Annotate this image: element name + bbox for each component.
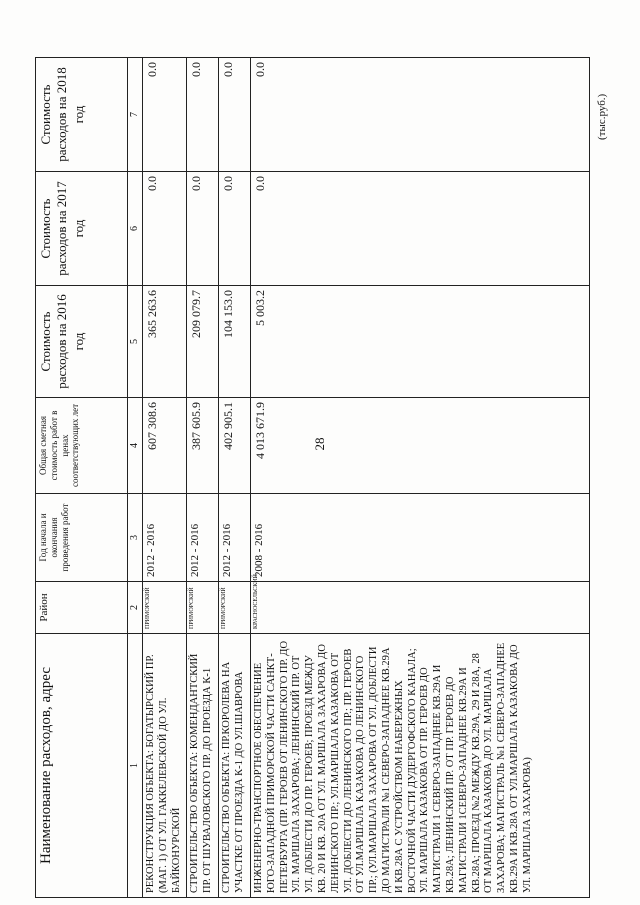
row-cost-2017: 0.0	[187, 172, 219, 286]
column-number: 2	[128, 582, 143, 634]
row-cost-2016: 104 153.0	[219, 286, 251, 398]
row-estimate: 607 308.6	[143, 398, 187, 494]
header-cost-2017: Стоимость расходов на 2017 год	[36, 172, 128, 286]
row-estimate: 387 605.9	[187, 398, 219, 494]
header-estimate: Общая сметная стоимость работ в ценах соответствующих лет	[36, 398, 128, 494]
column-number-row	[128, 58, 143, 898]
column-number: 3	[128, 494, 143, 582]
header-row	[36, 58, 128, 898]
row-estimate: 402 905.1	[219, 398, 251, 494]
header-name: Наименование расходов, адрес	[36, 634, 128, 898]
page-number: 28	[312, 437, 327, 451]
row-years: 2012 - 2016	[219, 494, 251, 582]
row-estimate: 4 013 671.9	[251, 398, 590, 494]
column-number: 4	[128, 398, 143, 494]
header-years: Год начала и окончания проведения работ	[36, 494, 128, 582]
row-name: СТРОИТЕЛЬСТВО ОБЪЕКТА: ПР.КОРОЛЕВА НА УЧАСТКЕ ОТ ПРОЕЗДА К-1 ДО УЛ.ШАВРОВА	[219, 634, 251, 898]
header-cost-2016: Стоимость расходов на 2016 год	[36, 286, 128, 398]
row-cost-2018: 0.0	[143, 58, 187, 172]
row-cost-2017: 0.0	[219, 172, 251, 286]
table-row	[219, 58, 251, 898]
row-years: 2012 - 2016	[187, 494, 219, 582]
row-name: ИНЖЕНЕРНО-ТРАНСПОРТНОЕ ОБЕСПЕЧЕНИЕ ЮГО-ЗАПАДНОЙ ПРИМОРСКОЙ ЧАСТИ САНКТ-ПЕТЕРБУРГА (ПР. ГЕРОЕВ ОТ ЛЕНИНСКОГО ПР. ДО УЛ. МАРШАЛА ЗАХАРОВА; ЛЕНИНСКИЙ ПР. ОТ УЛ. ДОБЛЕСТИ ДО ПР. ГЕРОЕВ; ПРОЕЗД МЕЖДУ КВ. 20 И КВ. 20А ОТ УЛ. МАРШАЛА ЗАХАРОВА ДО ЛЕНИНСКОГО ПР.; УЛ.МАРШАЛА КАЗАКОВА ОТ УЛ. ДОБЛЕСТИ ДО ЛЕНИНСКОГО ПР.; ПР. ГЕРОЕВ ОТ УЛ.МАРШАЛА КАЗАКОВА ДО ЛЕНИНСКОГО ПР.; (УЛ.МАРШАЛА ЗАХАРОВА ОТ УЛ. ДОБЛЕСТИ ДО МАГИСТРАЛИ №1 СЕВЕРО-ЗАПАДНЕЕ КВ.29А И КВ.28А С УСТРОЙСТВОМ НАБЕРЕЖНЫХ ВОСТОЧНОЙ ЧАСТИ ДУДЕРГОФСКОГО КАНАЛА; УЛ. МАРШАЛА КАЗАКОВА ОТ ПР. ГЕРОЕВ ДО МАГИСТРАЛИ 1 СЕВЕРО-ЗАПАДНЕЕ КВ.29А И КВ.28А; ЛЕНИНСКИЙ ПР. ОТ ПР. ГЕРОЕВ ДО МАГИСТРАЛИ 1СЕВЕРО-ЗАПАДНЕЕ КВ.29А И КВ.28А; ПРОЕЗД №2 МЕЖДУ КВ.29А, 29 И 28А, 28 ОТ МАРШАЛА КАЗАКОВА ДО УЛ. МАРШАЛА ЗАХАРОВА; МАГИСТРАЛЬ №1 СЕВЕРО-ЗАПАДНЕЕ КВ.29А И КВ.28А ОТ УЛ.МАРШАЛА КАЗАКОВА ДО УЛ. МАРШАЛА ЗАХАРОВА)	[251, 634, 590, 898]
column-number: 6	[128, 172, 143, 286]
row-years: 2008 - 2016	[251, 494, 590, 582]
row-cost-2018: 0.0	[251, 58, 590, 172]
rotated-table-wrapper	[35, 58, 590, 898]
row-cost-2017: 0.0	[143, 172, 187, 286]
row-district: ПРИМОРСКИЙ	[219, 582, 251, 634]
row-cost-2018: 0.0	[187, 58, 219, 172]
row-cost-2016: 365 263.6	[143, 286, 187, 398]
row-name: СТРОИТЕЛЬСТВО ОБЪЕКТА: КОМЕНДАНТСКИЙ ПР. ОТ ШУВАЛОВСКОГО ПР. ДО ПРОЕЗДА К-1	[187, 634, 219, 898]
row-district: КРАСНОСЕЛЬСКИЙ	[251, 582, 590, 634]
row-cost-2017: 0.0	[251, 172, 590, 286]
row-district: ПРИМОРСКИЙ	[187, 582, 219, 634]
row-cost-2016: 5 003.2	[251, 286, 590, 398]
row-cost-2018: 0.0	[219, 58, 251, 172]
header-district: Район	[36, 582, 128, 634]
table-row	[187, 58, 219, 898]
table-row	[251, 58, 590, 898]
units-label: (тыс.руб.)	[596, 93, 608, 140]
row-name: РЕКОНСТРУКЦИЯ ОБЪЕКТА: БОГАТЫРСКИЙ ПР. (МАГ. 1) ОТ УЛ. ГАККЕЛЕВСКОЙ ДО УЛ. БАЙКОНУРСКОЙ	[143, 634, 187, 898]
column-number: 5	[128, 286, 143, 398]
row-cost-2016: 209 079.7	[187, 286, 219, 398]
column-number: 7	[128, 58, 143, 172]
header-cost-2018: Стоимость расходов на 2018 год	[36, 58, 128, 172]
column-number: 1	[128, 634, 143, 898]
table-row	[143, 58, 187, 898]
row-years: 2012 - 2016	[143, 494, 187, 582]
row-district: ПРИМОРСКИЙ	[143, 582, 187, 634]
expenses-table	[35, 57, 590, 898]
